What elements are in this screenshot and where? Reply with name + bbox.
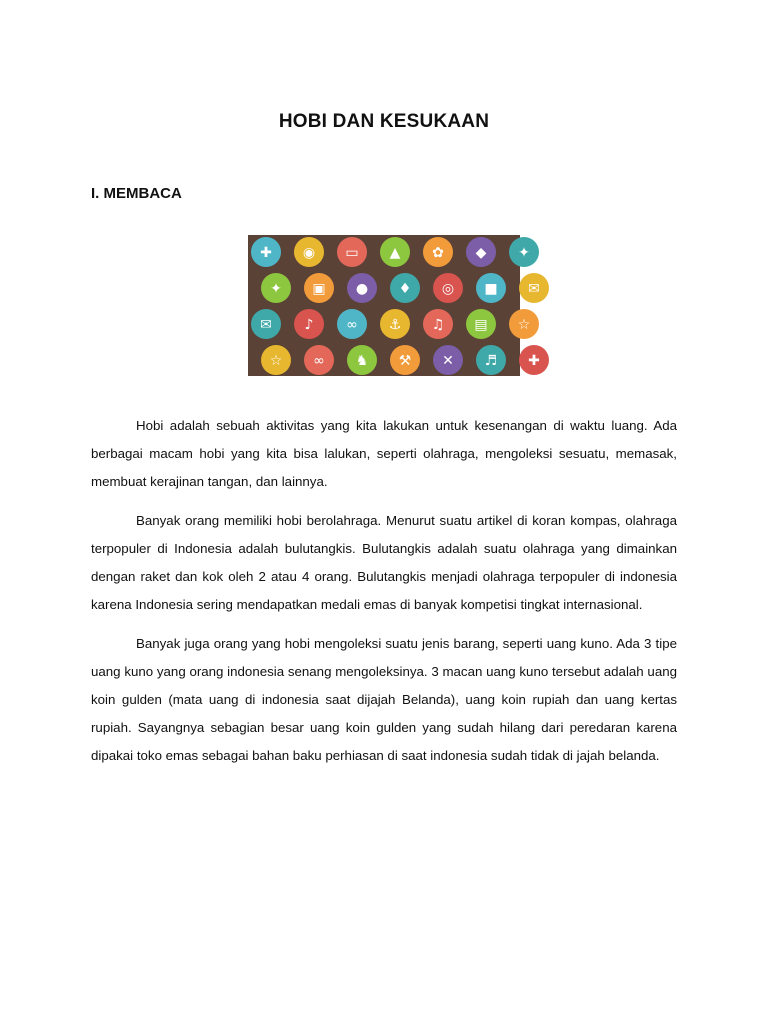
fishing-hook-icon — [380, 309, 410, 339]
glasses-icon — [304, 345, 334, 375]
svg-text:✿: ✿ — [432, 245, 444, 261]
svg-text:◎: ◎ — [441, 281, 455, 297]
cards-icon — [390, 273, 420, 303]
svg-text:✉: ✉ — [528, 281, 540, 297]
svg-text:♪: ♪ — [304, 317, 314, 333]
stamp-icon — [251, 309, 281, 339]
svg-text:◆: ◆ — [475, 245, 487, 261]
guitar-icon — [423, 309, 453, 339]
svg-text:♦: ♦ — [398, 281, 412, 297]
svg-text:✦: ✦ — [518, 245, 530, 261]
svg-text:✦: ✦ — [270, 281, 282, 297]
svg-text:◉: ◉ — [302, 245, 316, 261]
hobby-icons-image — [248, 235, 540, 376]
svg-text:✚: ✚ — [528, 353, 540, 369]
thread-icon — [347, 273, 377, 303]
svg-text:▭: ▭ — [345, 245, 359, 261]
svg-text:✕: ✕ — [442, 353, 454, 369]
svg-text:♬: ♬ — [484, 353, 498, 369]
svg-text:⚒: ⚒ — [398, 353, 412, 369]
turntable-icon — [433, 273, 463, 303]
tshirt-icon — [476, 273, 506, 303]
svg-text:☆: ☆ — [517, 317, 531, 333]
svg-text:▤: ▤ — [474, 317, 488, 333]
gamepad-icon — [519, 345, 549, 375]
svg-text:▲: ▲ — [389, 245, 401, 261]
stamp-icon — [519, 273, 549, 303]
svg-text:✚: ✚ — [260, 245, 272, 261]
toolbox-icon — [466, 309, 496, 339]
diamond-icon — [466, 237, 496, 267]
svg-text:●: ● — [355, 281, 369, 297]
svg-text:∞: ∞ — [313, 353, 325, 369]
tablet-icon — [337, 237, 367, 267]
paragraph: Banyak juga orang yang hobi mengoleksi suatu jenis barang, seperti uang kuno. Ada 3 tipe uang kuno yang orang indonesia senang mengoleksinya. 3 macan uang kuno tersebut adalah uang koin gulden (mata uang di indonesia saat dijajah Belanda), uang koin rupiah dan uang kertas rupiah. Sayangnya sebagian besar uang koin gulden yang sudah hilang dari peredaran karena dipakai toko emas sebagai bahan baku perhiasan di saat indonesia sudah tidak di jajah belanda. — [91, 636, 677, 763]
microphone-icon — [294, 309, 324, 339]
svg-text:♫: ♫ — [431, 317, 445, 333]
puzzle-icon — [261, 273, 291, 303]
svg-text:♞: ♞ — [355, 353, 369, 369]
hammer-icon — [390, 345, 420, 375]
radio-icon — [304, 273, 334, 303]
svg-text:▣: ▣ — [312, 281, 326, 297]
section-heading: I. MEMBACA — [91, 185, 182, 202]
svg-text:■: ■ — [484, 281, 498, 297]
document-title: HOBI DAN KESUKAAN — [278, 111, 490, 132]
telescope-icon — [261, 345, 291, 375]
svg-text:☆: ☆ — [269, 353, 283, 369]
headphones-icon — [476, 345, 506, 375]
puzzle-icon — [509, 237, 539, 267]
bicycle-icon — [337, 309, 367, 339]
cake-icon — [380, 237, 410, 267]
svg-text:∞: ∞ — [346, 317, 358, 333]
body-text — [91, 412, 677, 781]
svg-text:⚓: ⚓ — [388, 317, 402, 333]
palette-icon — [423, 237, 453, 267]
camera-icon — [294, 237, 324, 267]
drone-icon — [433, 345, 463, 375]
paragraph: Hobi adalah sebuah aktivitas yang kita lakukan untuk kesenangan di waktu luang. Ada berbagai macam hobi yang kita bisa lalukan, seperti olahraga, mengoleksi sesuatu, memasak, membuat kerajinan tangan, dan lainnya. — [91, 418, 677, 489]
telescope-icon — [509, 309, 539, 339]
chess-knight-icon — [347, 345, 377, 375]
hobby-icon-grid — [248, 235, 540, 376]
svg-text:✉: ✉ — [260, 317, 272, 333]
gamepad-icon — [251, 237, 281, 267]
paragraph: Banyak orang memiliki hobi berolahraga. Menurut suatu artikel di koran kompas, olahraga terpopuler di Indonesia adalah bulutangkis. Bulutangkis adalah suatu olahraga yang dimainkan dengan raket dan kok oleh 2 atau 4 orang. Bulutangkis menjadi olahraga terpopuler di indonesia karena Indonesia sering mendapatkan medali emas di banyak kompetisi tingkat internasional. — [91, 513, 677, 612]
